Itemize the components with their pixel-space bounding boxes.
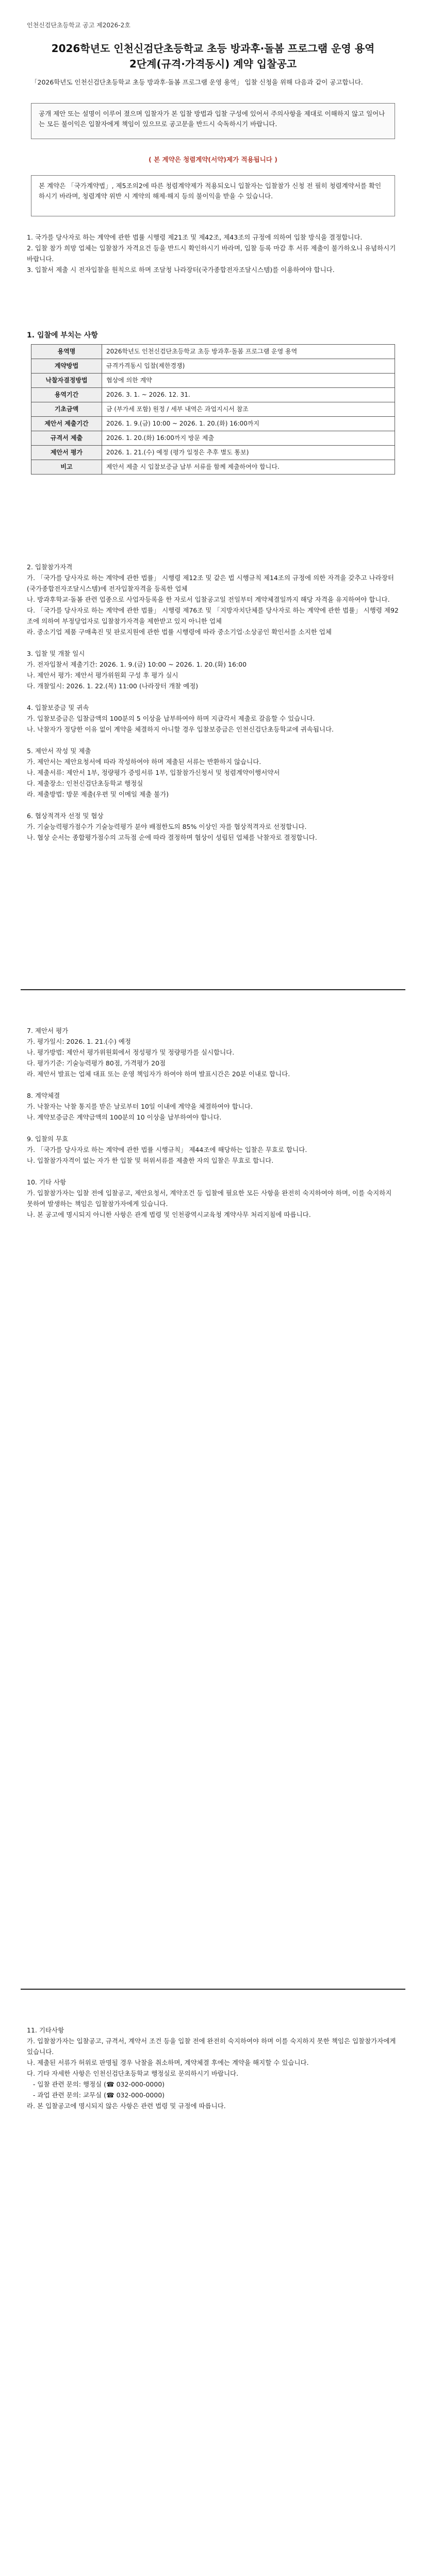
row-value: 2026. 1. 20.(화) 16:00까지 방문 제출 xyxy=(102,431,395,446)
notice-box xyxy=(31,103,395,139)
table-row xyxy=(31,460,395,474)
row-value: 제안서 제출 시 입찰보증금 납부 서류를 함께 제출하여야 합니다. xyxy=(102,460,395,474)
third-sections-text: 11. 기타사항 가. 입찰참가자는 입찰공고, 규격서, 계약서 조건 등을 입찰 전에 완전히 숙지하여야 하며 이를 숙지하지 못한 책임은 입찰참가자에게 있습니다. 나. 제출된 서류가 허위로 판명될 경우 낙찰을 취소하며, 계약체결 후에는 계약을 해지할 수 있습니다. 다. 기타 자세한 사항은 인천신검단초등학교 행정실로 문의하시기 바랍니다. - 입찰 관련 문의: 행정실 (☎ 032-000-0000) - 과업 관련 문의: 교무실 (☎ 032-000-0000) 라. 본 입찰공고에 명시되지 않은 사항은 관련 법령 및 규정에 따릅니다. xyxy=(27,2026,396,2110)
row-key: 기초금액 xyxy=(31,402,102,417)
page-divider xyxy=(21,1989,405,1990)
row-value: 협상에 의한 계약 xyxy=(102,374,395,388)
table-row xyxy=(31,388,395,402)
table-row xyxy=(31,402,395,417)
intro-paragraph: 「2026학년도 인천신검단초등학교 초등 방과후·돌봄 프로그램 운영 용역」 입찰 신청을 위해 다음과 같이 공고합니다. xyxy=(31,78,363,86)
table-row xyxy=(31,446,395,460)
document-title-line2: 2단계(규격·가격동시) 계약 입찰공고 xyxy=(129,58,297,70)
row-key: 용역명 xyxy=(31,345,102,359)
row-value: 2026. 1. 9.(금) 10:00 ~ 2026. 1. 20.(화) 16:00까지 xyxy=(102,417,395,431)
table-row xyxy=(31,417,395,431)
table-row xyxy=(31,359,395,374)
main-sections-text: 2. 입찰참가자격 가. 「국가를 당사자로 하는 계약에 관한 법률」 시행령 제12조 및 같은 법 시행규칙 제14조의 규정에 의한 자격을 갖추고 나라장터(국가종합전자조달시스템)에 전자입찰자격을 등록한 업체 나. 방과후학교·돌봄 관련 업종으로 사업자등록을 한 자로서 입찰공고일 전일부터 계약체결일까지 해당 자격을 유지하여야 합니다. 다. 「국가를 당사자로 하는 계약에 관한 법률」 시행령 제76조 및 「지방자치단체를 당사자로 하는 계약에 관한 법률」 시행령 제92조에 의하여 부정당업자로 입찰참가자격을 제한받고 있지 아니한 업체 라. 중소기업 제품 구매촉진 및 판로지원에 관한 법률 시행령에 따라 중소기업·소상공인 확인서를 소지한 업체 3. 입찰 및 개찰 일시 가. 전자입찰서 제출기간: 2026. 1. 9.(금) 10:00 ~ 2026. 1. 20.(화) 16:00 나. 제안서 평가: 제안서 평가위원회 구성 후 평가 실시 다. 개찰일시: 2026. 1. 22.(목) 11:00 (나라장터 개찰 예정) 4. 입찰보증금 및 귀속 가. 입찰보증금은 입찰금액의 100분의 5 이상을 납부하여야 하며 지급각서 제출로 갈음할 수 있습니다. 나. 낙찰자가 정당한 이유 없이 계약을 체결하지 아니할 경우 입찰보증금은 인천신검단초등학교에 귀속됩니다. 5. 제안서 작성 및 제출 가. 제안서는 제안요청서에 따라 작성하여야 하며 제출된 서류는 반환하지 않습니다. 나. 제출서류: 제안서 1부, 정량평가 증빙서류 1부, 입찰참가신청서 및 청렴계약이행서약서 다. 제출장소: 인천신검단초등학교 행정실 라. 제출방법: 방문 제출(우편 및 이메일 제출 불가) 6. 협상적격자 선정 및 협상 가. 기술능력평가점수가 기술능력평가 분야 배점한도의 85% 이상인 자를 협상적격자로 선정합니다. 나. 협상 순서는 종합평가점수의 고득점 순에 따라 결정하며 협상이 성립된 업체를 낙찰자로 결정합니다. xyxy=(27,563,399,841)
table-row xyxy=(31,374,395,388)
document-title-line1: 2026학년도 인천신검단초등학교 초등 방과후·돌봄 프로그램 운영 용역 xyxy=(51,42,375,55)
row-value: 금 (부가세 포함) 원정 / 세부 내역은 과업지시서 참조 xyxy=(102,402,395,417)
second-sections-text: 7. 제안서 평가 가. 평가일시: 2026. 1. 21.(수) 예정 나. 평가방법: 제안서 평가위원회에서 정성평가 및 정량평가를 실시합니다. 다. 평가기준: 기술능력평가 80점, 가격평가 20점 라. 제안서 발표는 업체 대표 또는 운영 책임자가 하여야 하며 발표시간은 20분 이내로 합니다. 8. 계약체결 가. 낙찰자는 낙찰 통지를 받은 날로부터 10일 이내에 계약을 체결하여야 합니다. 나. 계약보증금은 계약금액의 100분의 10 이상을 납부하여야 합니다. 9. 입찰의 무효 가. 「국가를 당사자로 하는 계약에 관한 법률 시행규칙」 제44조에 해당하는 입찰은 무효로 합니다. 나. 입찰참가자격이 없는 자가 한 입찰 및 허위서류를 제출한 자의 입찰은 무효로 합니다. 10. 기타 사항 가. 입찰참가자는 입찰 전에 입찰공고, 제안요청서, 계약조건 등 입찰에 필요한 모든 사항을 완전히 숙지하여야 하며, 이를 숙지하지 못하여 발생하는 책임은 입찰참가자에게 있습니다. 나. 본 공고에 명시되지 아니한 사항은 관계 법령 및 인천광역시교육청 계약사무 처리지침에 따릅니다. xyxy=(27,1027,392,1218)
row-key: 낙찰자결정방법 xyxy=(31,374,102,388)
row-key: 제안서 제출기간 xyxy=(31,417,102,431)
row-value: 2026. 1. 21.(수) 예정 (평가 일정은 추후 별도 통보) xyxy=(102,446,395,460)
notice-box-text: 공개 제안 또는 설명이 이루어 졌으며 입찰자가 본 입찰 방법과 입찰 구성에 있어서 주의사항을 제대로 이해하지 않고 일어나는 모든 불이익은 입찰자에게 책임이 있으므로 공고문을 반드시 숙독하시기 바랍니다. xyxy=(39,110,385,128)
top-bullets: 1. 국가를 당사자로 하는 계약에 관한 법률 시행령 제21조 및 제42조, 제43조의 규정에 의하여 입찰 방식을 결정합니다. 2. 입찰 참가 희망 업체는 입찰참가 자격요건 등을 반드시 확인하시기 바라며, 입찰 등록 마감 후 서류 제출이 불가하오니 유념하시기 바랍니다. 3. 입찰서 제출 시 전자입찰을 원칙으로 하며 조달청 나라장터(국가종합전자조달시스템)를 이용하여야 합니다. xyxy=(27,233,396,274)
page-divider xyxy=(21,989,405,990)
table-row xyxy=(31,345,395,359)
document-page-2 xyxy=(0,1005,426,1973)
row-key: 규격서 제출 xyxy=(31,431,102,446)
integrity-warning: ( 본 계약은 청렴계약(서약)제가 적용됩니다 ) xyxy=(149,156,277,163)
bid-info-table xyxy=(31,344,395,474)
row-key: 비고 xyxy=(31,460,102,474)
row-value: 2026. 3. 1. ~ 2026. 12. 31. xyxy=(102,388,395,402)
document-page-3 xyxy=(0,2004,426,2576)
integrity-box xyxy=(31,175,395,216)
row-key: 제안서 평가 xyxy=(31,446,102,460)
row-key: 용역기간 xyxy=(31,388,102,402)
document-page-1 xyxy=(0,0,426,974)
integrity-text: 본 계약은 「국가계약법」, 제5조의2에 따른 청렴계약제가 적용되오니 입찰자는 입찰참가 신청 전 필히 청렴계약서를 확인하시기 바라며, 청렴계약 위반 시 계약의 해제·해지 등의 불이익을 받을 수 있습니다. xyxy=(39,182,382,200)
row-value: 규격가격동시 입찰(제한경쟁) xyxy=(102,359,395,374)
row-key: 계약방법 xyxy=(31,359,102,374)
row-value: 2026학년도 인천신검단초등학교 초등 방과후·돌봄 프로그램 운영 용역 xyxy=(102,345,395,359)
document-number: 인천신검단초등학교 공고 제2026-2호 xyxy=(27,22,130,29)
section1-heading: 1. 입찰에 부치는 사항 xyxy=(27,331,98,340)
table-row xyxy=(31,431,395,446)
